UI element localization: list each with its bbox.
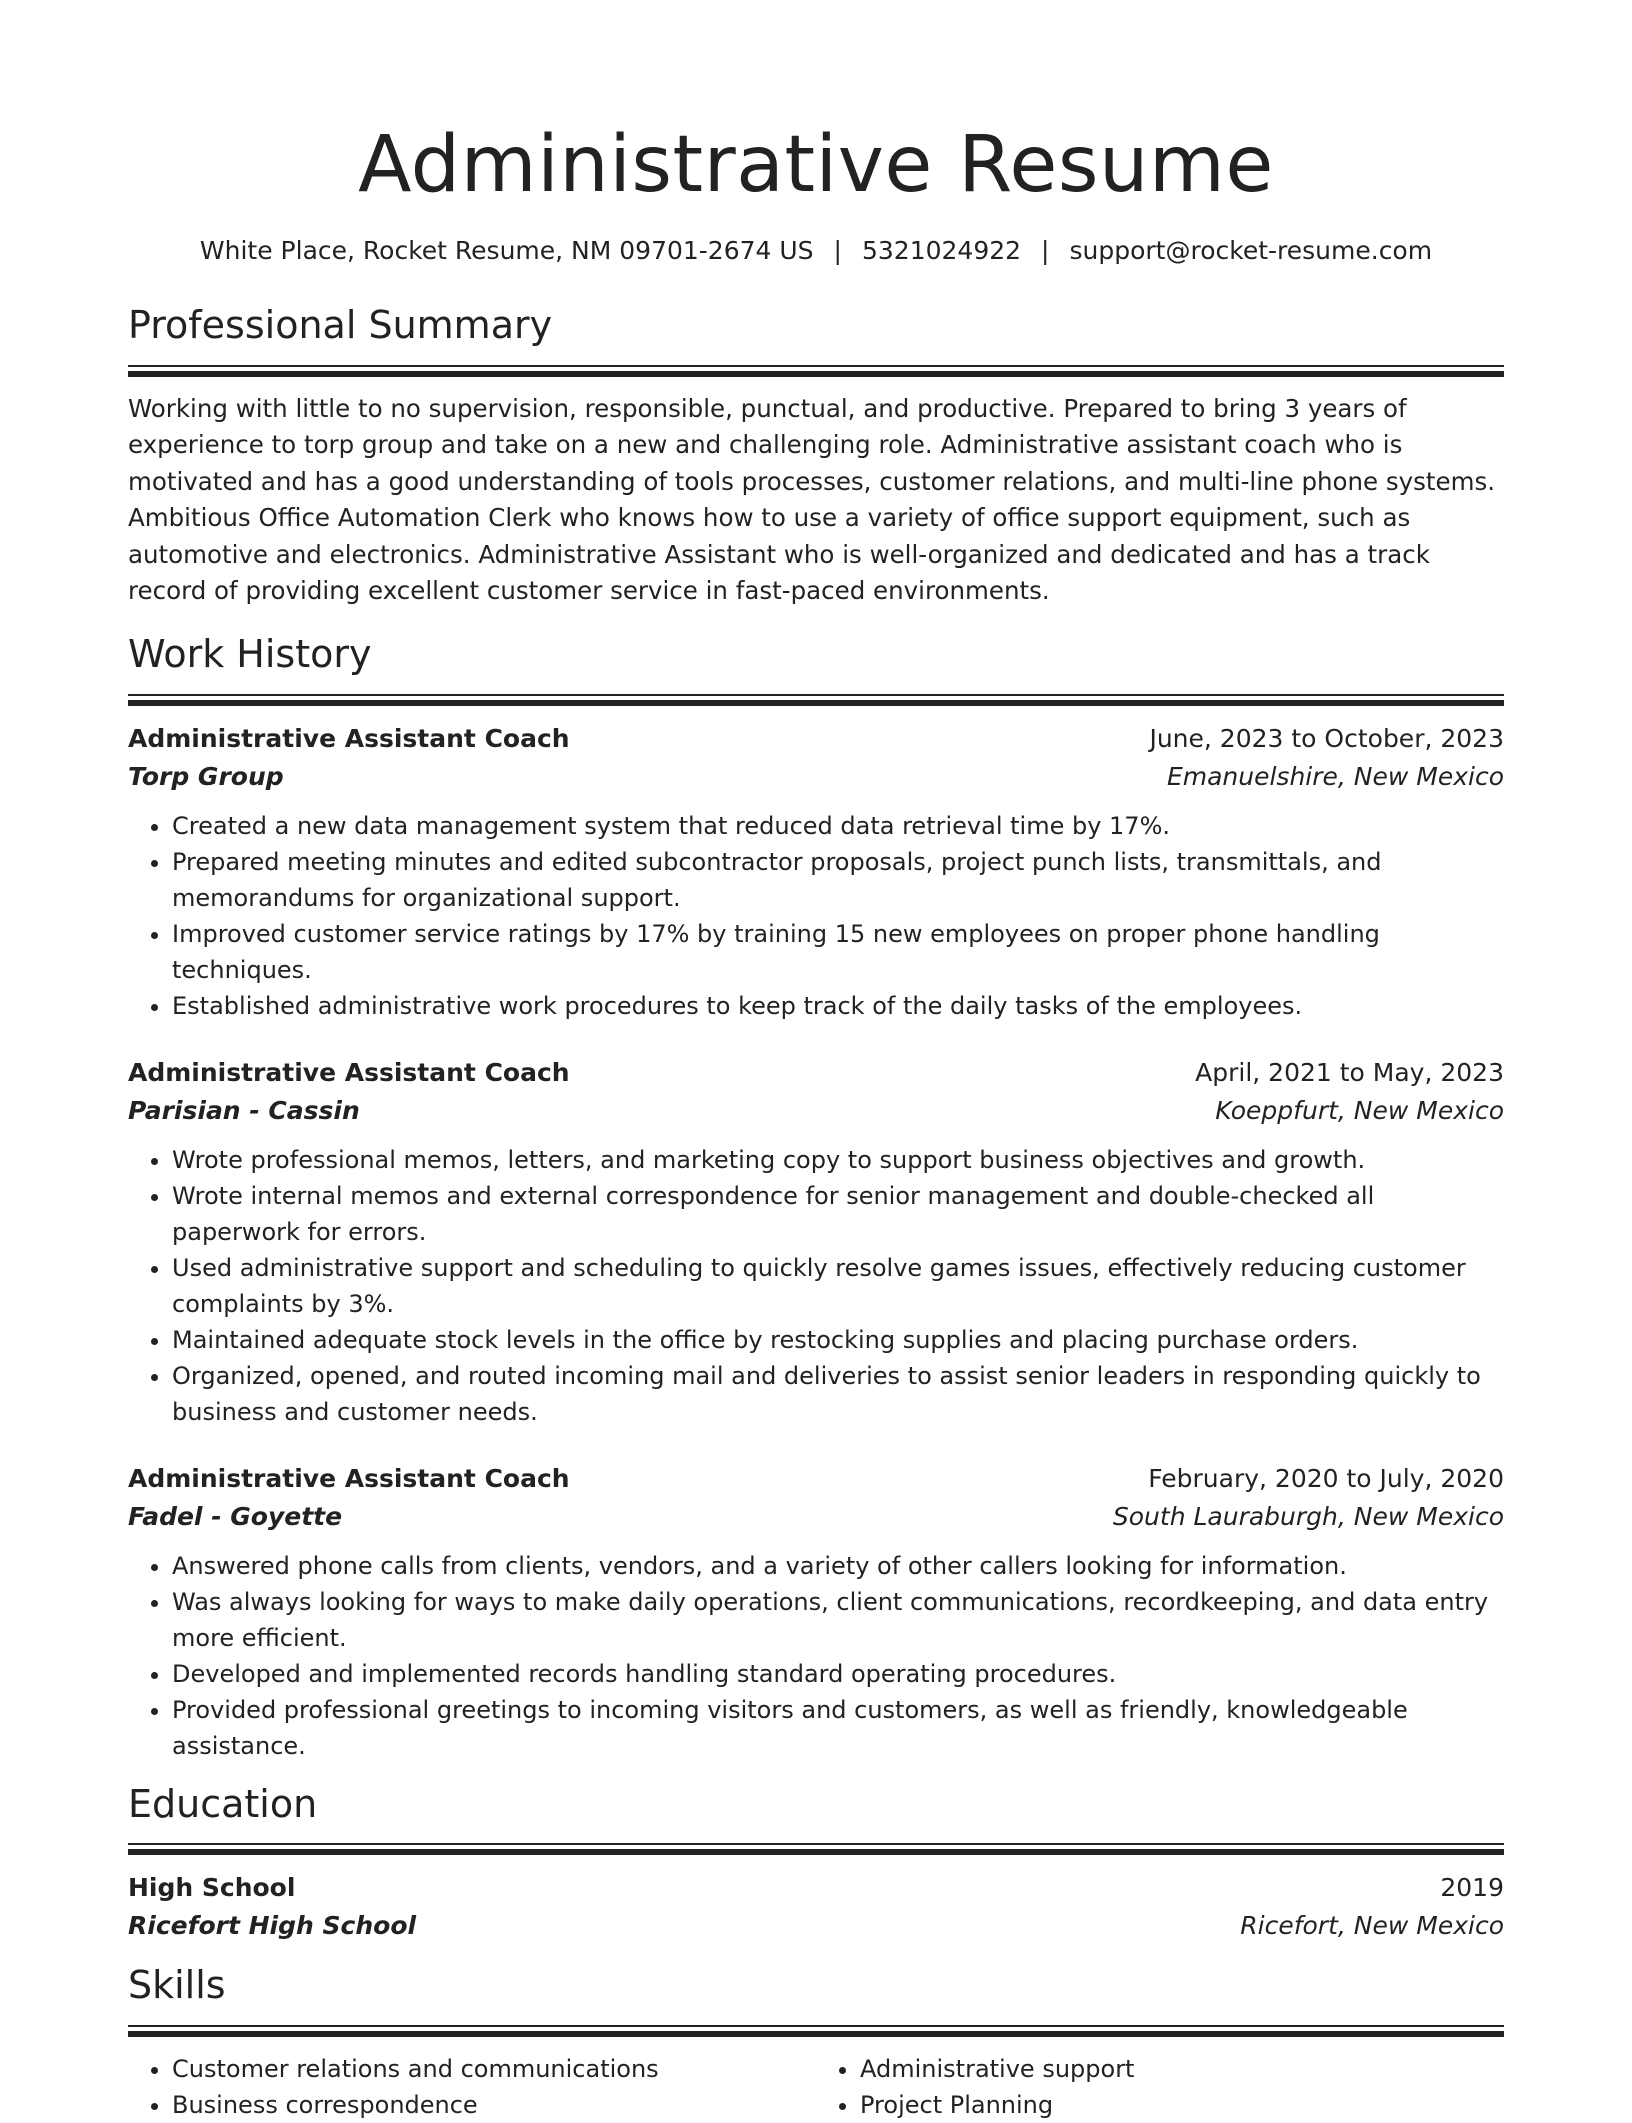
skill-item: • Project Planning [860,2087,1504,2123]
job-dates: April, 2021 to May, 2023 [1195,1057,1504,1087]
education-year: 2019 [1440,1873,1504,1903]
job-title: Administrative Assistant Coach [128,1057,570,1087]
section-divider [128,694,1504,706]
work-history-section [128,631,1504,1764]
section-divider [128,2025,1504,2037]
job-bullet: • Created a new data management system that reduced data retrieval time by 17%. [172,808,1504,844]
contact-line [128,236,1504,265]
education-school: Ricefort High School [128,1911,417,1941]
job-bullet: • Wrote internal memos and external correspondence for senior management and double-checked all paperwork for errors. [172,1178,1504,1250]
job-bullet: • Improved customer service ratings by 17% by training 15 new employees on proper phone handling techniques. [172,916,1504,988]
job-bullets [128,808,1504,1024]
job-bullet: • Maintained adequate stock levels in the office by restocking supplies and placing purchase orders. [172,1322,1504,1358]
section-heading-work: Work History [128,631,372,676]
section-heading-summary: Professional Summary [128,303,553,347]
education-degree: High School [128,1873,296,1903]
job-bullet: • Was always looking for ways to make daily operations, client communications, recordkeeping, and data entry more efficient. [172,1584,1504,1656]
skills-section [128,1965,1504,2123]
section-heading-skills: Skills [128,1963,226,2008]
job-employer: Parisian - Cassin [128,1095,360,1125]
contact-separator: | [1041,236,1050,265]
job-bullet: • Provided professional greetings to incoming visitors and customers, as well as friendly, knowledgeable assistance. [172,1692,1504,1764]
job-entry [128,1054,1504,1430]
skills-columns [128,2051,1504,2123]
education-section [128,1781,1504,1946]
job-employer: Torp Group [128,761,284,791]
skills-column-left [128,2051,816,2123]
job-title: Administrative Assistant Coach [128,723,570,753]
job-location: Emanuelshire, New Mexico [1166,761,1504,791]
job-bullet: • Organized, opened, and routed incoming mail and deliveries to assist senior leaders in responding quickly to business and customer needs. [172,1358,1504,1430]
contact-address: White Place, Rocket Resume, NM 09701-2674 US [199,236,814,265]
skills-column-right [816,2051,1504,2123]
job-location: South Lauraburgh, New Mexico [1112,1501,1504,1531]
job-dates: February, 2020 to July, 2020 [1148,1463,1504,1493]
section-divider [128,1843,1504,1855]
skills-list [128,2051,816,2123]
summary-paragraph: Working with little to no supervision, responsible, punctual, and productive. Prepared to bring 3 years of experience to torp group and take on a new and challenging role. Administrative assistant coach who is motivated and has a good understanding of tools processes, customer relations, and multi-line phone systems. Ambitious Office Automation Clerk who knows how to use a variety of office support equipment, such as automotive and electronics. Administrative Assistant who is well-organized and dedicated and has a track record of providing excellent customer service in fast-paced environments. [128,393,1496,606]
skill-item: • Business correspondence [172,2087,816,2123]
contact-separator: | [833,236,842,265]
job-bullet: • Wrote professional memos, letters, and marketing copy to support business objectives and growth. [172,1142,1504,1178]
job-bullet: • Answered phone calls from clients, vendors, and a variety of other callers looking for information. [172,1548,1504,1584]
job-entry [128,1460,1504,1764]
resume-title: Administrative Resume [358,120,1274,210]
contact-phone: 5321024922 [861,236,1022,265]
job-title: Administrative Assistant Coach [128,1463,570,1493]
job-location: Koeppfurt, New Mexico [1215,1095,1504,1125]
job-bullet: • Used administrative support and scheduling to quickly resolve games issues, effectively reducing customer complaints by 3%. [172,1250,1504,1322]
skills-list [816,2051,1504,2123]
summary-section [128,305,1504,610]
job-bullets [128,1142,1504,1430]
job-bullets [128,1548,1504,1764]
education-entry [128,1869,1504,1945]
job-entry [128,720,1504,1024]
job-bullet: • Prepared meeting minutes and edited subcontractor proposals, project punch lists, transmittals, and memorandums for organizational support. [172,844,1504,916]
section-heading-education: Education [128,1781,318,1826]
job-employer: Fadel - Goyette [128,1501,343,1531]
job-bullet: • Developed and implemented records handling standard operating procedures. [172,1656,1504,1692]
section-divider [128,365,1504,377]
skill-item: • Administrative support [860,2051,1504,2087]
skill-item: • Customer relations and communications [172,2051,816,2087]
contact-email: support@rocket-resume.com [1069,236,1433,265]
education-location: Ricefort, New Mexico [1240,1911,1504,1941]
job-dates: June, 2023 to October, 2023 [1149,723,1504,753]
job-bullet: • Established administrative work procedures to keep track of the daily tasks of the employees. [172,988,1504,1024]
